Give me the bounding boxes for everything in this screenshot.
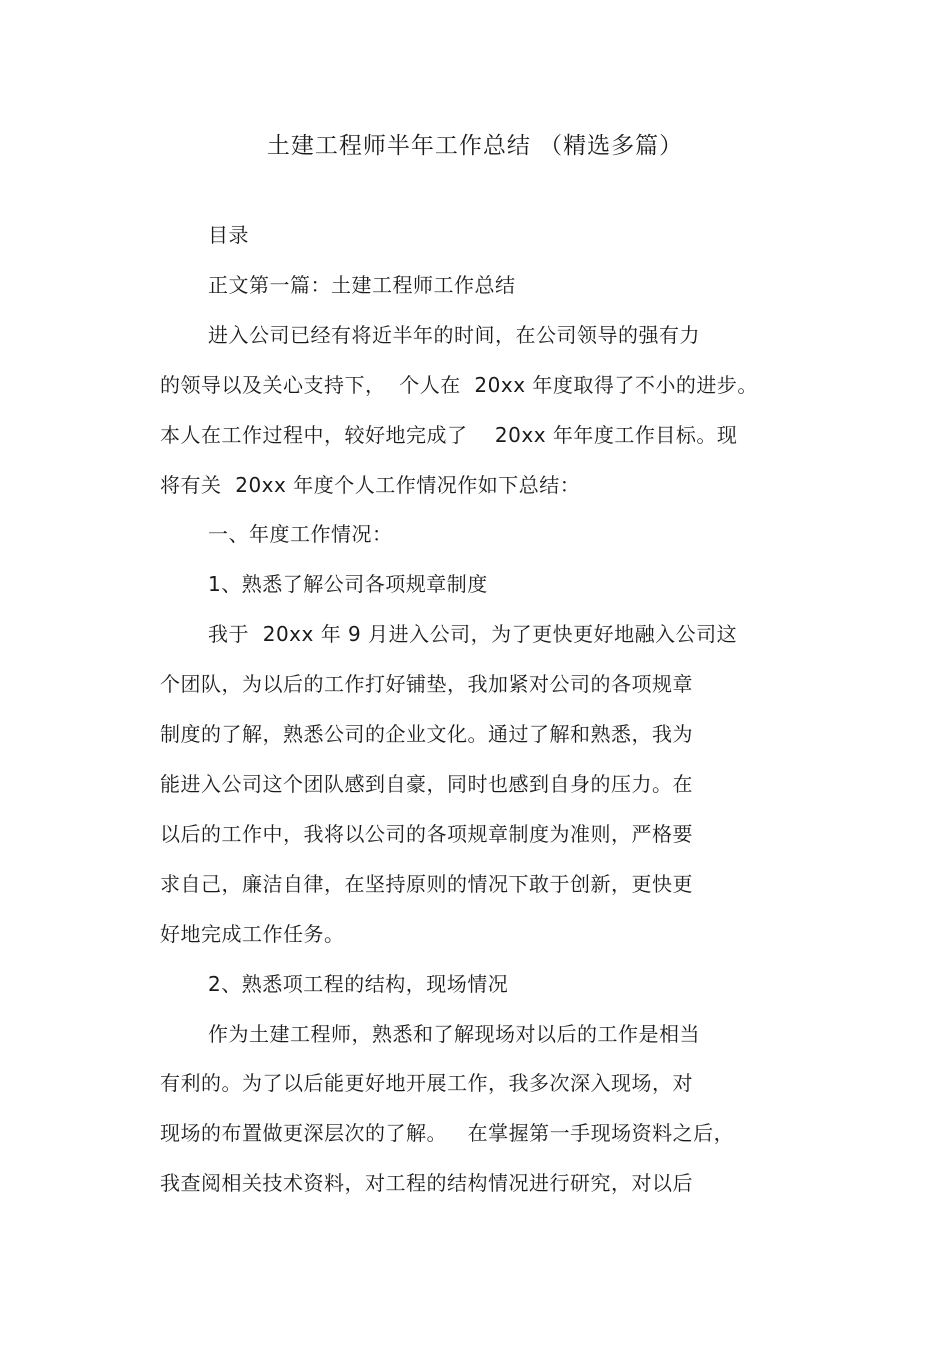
paragraph-line: 以后的工作中，我将以公司的各项规章制度为准则，严格要 <box>160 822 693 846</box>
toc-heading: 目录 <box>208 223 249 247</box>
paragraph-line: 好地完成工作任务。 <box>160 922 345 946</box>
paragraph-line: 将有关 20xx 年度个人工作情况作如下总结： <box>160 473 581 497</box>
paragraph-line: 作为土建工程师，熟悉和了解现场对以后的工作是相当 <box>208 1022 700 1046</box>
paragraph-line: 能进入公司这个团队感到自豪，同时也感到自身的压力。在 <box>160 772 693 796</box>
paragraph-line: 制度的了解，熟悉公司的企业文化。通过了解和熟悉，我为 <box>160 722 693 746</box>
paragraph-line: 进入公司已经有将近半年的时间，在公司领导的强有力 <box>208 323 700 347</box>
paragraph-line: 我查阅相关技术资料，对工程的结构情况进行研究，对以后 <box>160 1171 693 1195</box>
section-heading: 一、年度工作情况： <box>208 522 393 546</box>
section-heading: 正文第一篇：土建工程师工作总结 <box>208 273 516 297</box>
subsection-heading: 1、熟悉了解公司各项规章制度 <box>208 572 488 596</box>
paragraph-line: 有利的。为了以后能更好地开展工作，我多次深入现场，对 <box>160 1071 693 1095</box>
paragraph-line: 本人在工作过程中，较好地完成了 20xx 年年度工作目标。现 <box>160 423 738 447</box>
paragraph-line: 的领导以及关心支持下， 个人在 20xx 年度取得了不小的进步。 <box>160 373 758 397</box>
paragraph-line: 我于 20xx 年 9 月进入公司，为了更快更好地融入公司这 <box>208 622 738 646</box>
paragraph-line: 求自己，廉洁自律，在坚持原则的情况下敢于创新，更快更 <box>160 872 693 896</box>
subsection-heading: 2、熟悉项工程的结构，现场情况 <box>208 972 509 996</box>
paragraph-line: 现场的布置做更深层次的了解。 在掌握第一手现场资料之后， <box>160 1121 735 1145</box>
paragraph-line: 个团队，为以后的工作打好铺垫，我加紧对公司的各项规章 <box>160 672 693 696</box>
document-title: 土建工程师半年工作总结 （精选多篇） <box>266 133 684 159</box>
